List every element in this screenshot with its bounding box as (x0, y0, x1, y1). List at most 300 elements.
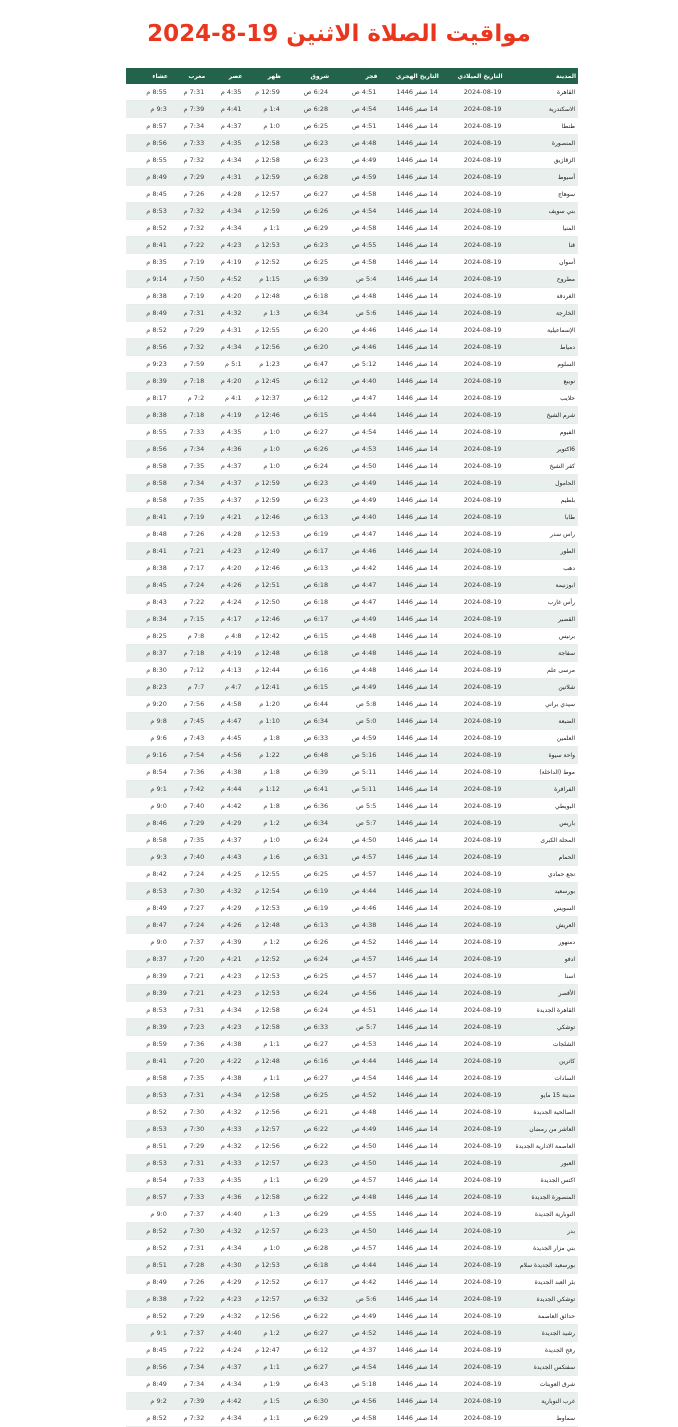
asr-cell: 4:34 م (207, 203, 244, 220)
maghrib-column-header: مغرب (170, 68, 207, 84)
isha-cell: 9:3 م (126, 101, 170, 118)
maghrib-cell: 7:19 م (170, 288, 207, 305)
sunrise-cell: 6:43 ص (283, 1376, 331, 1393)
maghrib-cell: 7:33 م (170, 1189, 207, 1206)
asr-cell: 4:45 م (207, 730, 244, 747)
dhuhr-cell: 12:58 م (245, 135, 283, 152)
sunrise-cell: 6:15 ص (283, 679, 331, 696)
fajr-cell: 5:11 ص (331, 764, 379, 781)
table-row (126, 1104, 578, 1121)
hijri-date-cell: 14 صفر 1446 (379, 186, 440, 203)
table-row (126, 1053, 578, 1070)
gregorian-date-cell: 2024-08-19 (441, 917, 505, 934)
isha-cell: 8:54 م (126, 764, 170, 781)
isha-column-header: عشاء (126, 68, 170, 84)
sunrise-cell: 6:12 ص (283, 373, 331, 390)
asr-cell: 4:37 م (207, 832, 244, 849)
hijri-date-cell: 14 صفر 1446 (379, 628, 440, 645)
isha-cell: 8:52 م (126, 322, 170, 339)
gregorian-date-cell: 2024-08-19 (441, 118, 505, 135)
gregorian-date-cell: 2024-08-19 (441, 424, 505, 441)
maghrib-cell: 7:15 م (170, 611, 207, 628)
fajr-cell: 4:37 ص (331, 1342, 379, 1359)
asr-cell: 5:1 م (207, 356, 244, 373)
sunrise-cell: 6:48 ص (283, 747, 331, 764)
gregorian-date-cell: 2024-08-19 (441, 662, 505, 679)
sunrise-cell: 6:19 ص (283, 883, 331, 900)
city-cell: دمنهور (505, 934, 579, 951)
sunrise-cell: 6:23 ص (283, 1223, 331, 1240)
hijri-date-cell: 14 صفر 1446 (379, 1002, 440, 1019)
maghrib-cell: 7:37 م (170, 934, 207, 951)
hijri-date-cell: 14 صفر 1446 (379, 951, 440, 968)
table-row (126, 747, 578, 764)
gregorian-date-cell: 2024-08-19 (441, 543, 505, 560)
sunrise-cell: 6:23 ص (283, 135, 331, 152)
fajr-cell: 4:58 ص (331, 254, 379, 271)
maghrib-cell: 7:22 م (170, 594, 207, 611)
city-cell: المنيا (505, 220, 579, 237)
sunrise-cell: 6:26 ص (283, 934, 331, 951)
sunrise-cell: 6:29 ص (283, 1172, 331, 1189)
fajr-cell: 4:54 ص (331, 1070, 379, 1087)
maghrib-cell: 7:32 م (170, 203, 207, 220)
sunrise-cell: 6:27 ص (283, 1325, 331, 1342)
maghrib-cell: 7:59 م (170, 356, 207, 373)
fajr-cell: 4:55 ص (331, 1206, 379, 1223)
asr-cell: 4:32 م (207, 1138, 244, 1155)
dhuhr-cell: 12:53 م (245, 985, 283, 1002)
maghrib-cell: 7:42 م (170, 781, 207, 798)
maghrib-cell: 7:33 م (170, 1172, 207, 1189)
isha-cell: 8:41 م (126, 509, 170, 526)
fajr-cell: 4:52 ص (331, 1087, 379, 1104)
city-cell: أسوان (505, 254, 579, 271)
isha-cell: 8:42 م (126, 866, 170, 883)
hijri-date-cell: 14 صفر 1446 (379, 1104, 440, 1121)
table-row (126, 968, 578, 985)
dhuhr-cell: 12:59 م (245, 475, 283, 492)
city-cell: الحامول (505, 475, 579, 492)
gregorian-date-cell: 2024-08-19 (441, 84, 505, 101)
hijri-date-cell: 14 صفر 1446 (379, 730, 440, 747)
fajr-cell: 4:51 ص (331, 1002, 379, 1019)
hijri-date-cell: 14 صفر 1446 (379, 305, 440, 322)
dhuhr-cell: 1:10 م (245, 713, 283, 730)
asr-cell: 4:32 م (207, 1223, 244, 1240)
city-cell: الفرافرة (505, 781, 579, 798)
hijri-date-cell: 14 صفر 1446 (379, 288, 440, 305)
asr-cell: 4:37 م (207, 118, 244, 135)
sunrise-cell: 6:26 ص (283, 203, 331, 220)
hijri-date-cell: 14 صفر 1446 (379, 849, 440, 866)
asr-cell: 4:35 م (207, 1172, 244, 1189)
fajr-cell: 5:16 ص (331, 747, 379, 764)
gregorian-date-cell: 2024-08-19 (441, 696, 505, 713)
isha-cell: 8:58 م (126, 475, 170, 492)
asr-cell: 4:19 م (207, 407, 244, 424)
maghrib-cell: 7:24 م (170, 866, 207, 883)
table-row (126, 662, 578, 679)
hijri-date-cell: 14 صفر 1446 (379, 866, 440, 883)
hijri-date-cell: 14 صفر 1446 (379, 1240, 440, 1257)
fajr-cell: 4:46 ص (331, 322, 379, 339)
gregorian-date-cell: 2024-08-19 (441, 883, 505, 900)
fajr-cell: 4:38 ص (331, 917, 379, 934)
hijri-date-cell: 14 صفر 1446 (379, 407, 440, 424)
asr-cell: 4:32 م (207, 1104, 244, 1121)
table-row (126, 322, 578, 339)
gregorian-date-cell: 2024-08-19 (441, 781, 505, 798)
fajr-cell: 4:42 ص (331, 560, 379, 577)
hijri-date-cell: 14 صفر 1446 (379, 781, 440, 798)
hijri-date-cell: 14 صفر 1446 (379, 492, 440, 509)
fajr-cell: 4:40 ص (331, 373, 379, 390)
table-row (126, 883, 578, 900)
maghrib-cell: 7:31 م (170, 1002, 207, 1019)
sunrise-cell: 6:25 ص (283, 254, 331, 271)
hijri-date-cell: 14 صفر 1446 (379, 1172, 440, 1189)
maghrib-cell: 7:31 م (170, 1240, 207, 1257)
dhuhr-cell: 12:48 م (245, 645, 283, 662)
maghrib-cell: 7:32 م (170, 1410, 207, 1427)
dhuhr-cell: 12:48 م (245, 1053, 283, 1070)
table-row (126, 356, 578, 373)
maghrib-cell: 7:27 م (170, 900, 207, 917)
gregorian-date-cell: 2024-08-19 (441, 1104, 505, 1121)
sunrise-cell: 6:27 ص (283, 1070, 331, 1087)
table-row (126, 1172, 578, 1189)
maghrib-cell: 7:31 م (170, 1155, 207, 1172)
table-row (126, 917, 578, 934)
gregorian-date-cell: 2024-08-19 (441, 1359, 505, 1376)
city-cell: شرق العوينات (505, 1376, 579, 1393)
table-row (126, 1002, 578, 1019)
fajr-cell: 4:44 ص (331, 1053, 379, 1070)
city-cell: دمياط (505, 339, 579, 356)
fajr-cell: 4:40 ص (331, 509, 379, 526)
table-row (126, 1274, 578, 1291)
sunrise-cell: 6:25 ص (283, 118, 331, 135)
dhuhr-cell: 12:55 م (245, 322, 283, 339)
table-row (126, 1410, 578, 1427)
gregorian-date-cell: 2024-08-19 (441, 492, 505, 509)
isha-cell: 8:39 م (126, 985, 170, 1002)
sunrise-cell: 6:19 ص (283, 900, 331, 917)
maghrib-cell: 7:22 م (170, 237, 207, 254)
gregorian-date-cell: 2024-08-19 (441, 747, 505, 764)
sunrise-cell: 6:22 ص (283, 1138, 331, 1155)
dhuhr-cell: 12:53 م (245, 237, 283, 254)
hijri-date-cell: 14 صفر 1446 (379, 645, 440, 662)
gregorian-date-cell: 2024-08-19 (441, 764, 505, 781)
table-row (126, 1019, 578, 1036)
hijri-date-cell: 14 صفر 1446 (379, 577, 440, 594)
dhuhr-cell: 1:8 م (245, 764, 283, 781)
sunrise-cell: 6:24 ص (283, 84, 331, 101)
asr-cell: 4:28 م (207, 526, 244, 543)
asr-cell: 4:34 م (207, 1002, 244, 1019)
fajr-cell: 4:50 ص (331, 458, 379, 475)
isha-cell: 9:20 م (126, 696, 170, 713)
sunrise-cell: 6:28 ص (283, 169, 331, 186)
dhuhr-cell: 12:58 م (245, 1002, 283, 1019)
city-cell: كفر الشيخ (505, 458, 579, 475)
sunrise-cell: 6:33 ص (283, 1019, 331, 1036)
isha-cell: 8:52 م (126, 1104, 170, 1121)
dhuhr-cell: 12:57 م (245, 186, 283, 203)
fajr-cell: 4:49 ص (331, 152, 379, 169)
isha-cell: 8:58 م (126, 832, 170, 849)
asr-cell: 4:29 م (207, 900, 244, 917)
isha-cell: 8:53 م (126, 883, 170, 900)
gregorian-date-column-header: التاريخ الميلادي (441, 68, 505, 84)
maghrib-cell: 7:21 م (170, 968, 207, 985)
hijri-date-cell: 14 صفر 1446 (379, 441, 440, 458)
fajr-cell: 4:50 ص (331, 1155, 379, 1172)
hijri-date-cell: 14 صفر 1446 (379, 832, 440, 849)
asr-cell: 4:34 م (207, 152, 244, 169)
dhuhr-cell: 12:52 م (245, 1274, 283, 1291)
hijri-date-cell: 14 صفر 1446 (379, 526, 440, 543)
gregorian-date-cell: 2024-08-19 (441, 458, 505, 475)
city-cell: أسيوط (505, 169, 579, 186)
hijri-date-cell: 14 صفر 1446 (379, 1070, 440, 1087)
asr-cell: 4:24 م (207, 1342, 244, 1359)
city-cell: بورسعيد الجديدة سلام (505, 1257, 579, 1274)
gregorian-date-cell: 2024-08-19 (441, 560, 505, 577)
hijri-date-cell: 14 صفر 1446 (379, 356, 440, 373)
city-cell: القاهرة (505, 84, 579, 101)
gregorian-date-cell: 2024-08-19 (441, 713, 505, 730)
hijri-date-cell: 14 صفر 1446 (379, 1053, 440, 1070)
isha-cell: 8:41 م (126, 543, 170, 560)
table-row (126, 1342, 578, 1359)
sunrise-cell: 6:13 ص (283, 917, 331, 934)
sunrise-cell: 6:33 ص (283, 730, 331, 747)
sunrise-cell: 6:28 ص (283, 101, 331, 118)
asr-cell: 4:36 م (207, 441, 244, 458)
dhuhr-cell: 12:55 م (245, 866, 283, 883)
isha-cell: 8:45 م (126, 186, 170, 203)
table-row (126, 1376, 578, 1393)
fajr-cell: 5:6 ص (331, 1291, 379, 1308)
hijri-date-cell: 14 صفر 1446 (379, 1019, 440, 1036)
table-row (126, 560, 578, 577)
gregorian-date-cell: 2024-08-19 (441, 271, 505, 288)
fajr-cell: 4:47 ص (331, 577, 379, 594)
sunrise-cell: 6:13 ص (283, 560, 331, 577)
maghrib-cell: 7:39 م (170, 1393, 207, 1410)
maghrib-cell: 7:29 م (170, 1138, 207, 1155)
asr-cell: 4:13 م (207, 662, 244, 679)
isha-cell: 8:58 م (126, 458, 170, 475)
isha-cell: 8:23 م (126, 679, 170, 696)
dhuhr-cell: 12:48 م (245, 288, 283, 305)
hijri-date-cell: 14 صفر 1446 (379, 1359, 440, 1376)
maghrib-cell: 7:50 م (170, 271, 207, 288)
isha-cell: 8:49 م (126, 1274, 170, 1291)
table-row (126, 169, 578, 186)
asr-cell: 4:21 م (207, 509, 244, 526)
asr-cell: 4:28 م (207, 186, 244, 203)
maghrib-cell: 7:30 م (170, 1104, 207, 1121)
maghrib-cell: 7:31 م (170, 1087, 207, 1104)
asr-cell: 4:26 م (207, 577, 244, 594)
table-header (126, 68, 578, 84)
fajr-cell: 4:50 ص (331, 1138, 379, 1155)
fajr-cell: 4:54 ص (331, 424, 379, 441)
city-cell: غرب النوبارية (505, 1393, 579, 1410)
asr-cell: 4:36 م (207, 1189, 244, 1206)
dhuhr-cell: 12:48 م (245, 917, 283, 934)
table-row (126, 1070, 578, 1087)
city-cell: ادفو (505, 951, 579, 968)
table-row (126, 203, 578, 220)
table-row (126, 1291, 578, 1308)
isha-cell: 8:38 م (126, 288, 170, 305)
gregorian-date-cell: 2024-08-19 (441, 849, 505, 866)
city-cell: نجع حمادي (505, 866, 579, 883)
maghrib-cell: 7:31 م (170, 84, 207, 101)
city-cell: موط (الداخلة) (505, 764, 579, 781)
city-cell: توشكي الجديدة (505, 1291, 579, 1308)
table-row (126, 764, 578, 781)
isha-cell: 8:52 م (126, 220, 170, 237)
fajr-cell: 5:5 ص (331, 798, 379, 815)
table-row (126, 305, 578, 322)
asr-cell: 4:34 م (207, 1410, 244, 1427)
sunrise-cell: 6:27 ص (283, 1359, 331, 1376)
maghrib-cell: 7:43 م (170, 730, 207, 747)
maghrib-cell: 7:40 م (170, 849, 207, 866)
isha-cell: 8:56 م (126, 1359, 170, 1376)
asr-cell: 4:32 م (207, 883, 244, 900)
sunrise-cell: 6:27 ص (283, 1036, 331, 1053)
asr-cell: 4:58 م (207, 696, 244, 713)
isha-cell: 8:52 م (126, 1240, 170, 1257)
isha-cell: 8:57 م (126, 1189, 170, 1206)
dhuhr-cell: 12:56 م (245, 1104, 283, 1121)
gregorian-date-cell: 2024-08-19 (441, 951, 505, 968)
isha-cell: 8:37 م (126, 951, 170, 968)
fajr-cell: 4:55 ص (331, 237, 379, 254)
isha-cell: 8:55 م (126, 424, 170, 441)
asr-cell: 4:38 م (207, 764, 244, 781)
hijri-date-cell: 14 صفر 1446 (379, 118, 440, 135)
gregorian-date-cell: 2024-08-19 (441, 186, 505, 203)
sunrise-cell: 6:18 ص (283, 1257, 331, 1274)
hijri-date-cell: 14 صفر 1446 (379, 220, 440, 237)
fajr-cell: 4:44 ص (331, 883, 379, 900)
isha-cell: 8:53 م (126, 1002, 170, 1019)
isha-cell: 8:41 م (126, 1053, 170, 1070)
city-cell: رأس غارب (505, 594, 579, 611)
fajr-cell: 4:51 ص (331, 84, 379, 101)
isha-cell: 9:23 م (126, 356, 170, 373)
hijri-date-cell: 14 صفر 1446 (379, 1342, 440, 1359)
fajr-cell: 4:56 ص (331, 985, 379, 1002)
fajr-cell: 4:57 ص (331, 951, 379, 968)
sunrise-cell: 6:24 ص (283, 951, 331, 968)
fajr-cell: 5:18 ص (331, 1376, 379, 1393)
table-row (126, 101, 578, 118)
fajr-cell: 4:52 ص (331, 1325, 379, 1342)
fajr-cell: 4:46 ص (331, 543, 379, 560)
dhuhr-cell: 1:1 م (245, 1070, 283, 1087)
dhuhr-cell: 12:56 م (245, 339, 283, 356)
table-row (126, 696, 578, 713)
gregorian-date-cell: 2024-08-19 (441, 1172, 505, 1189)
dhuhr-cell: 12:56 م (245, 1138, 283, 1155)
city-cell: باريس (505, 815, 579, 832)
maghrib-cell: 7:29 م (170, 1308, 207, 1325)
sunrise-cell: 6:27 ص (283, 186, 331, 203)
dhuhr-cell: 12:45 م (245, 373, 283, 390)
fajr-cell: 4:50 ص (331, 1223, 379, 1240)
maghrib-cell: 7:26 م (170, 186, 207, 203)
gregorian-date-cell: 2024-08-19 (441, 407, 505, 424)
sunrise-cell: 6:24 ص (283, 832, 331, 849)
table-row (126, 951, 578, 968)
gregorian-date-cell: 2024-08-19 (441, 1138, 505, 1155)
hijri-date-cell: 14 صفر 1446 (379, 237, 440, 254)
sunrise-cell: 6:24 ص (283, 985, 331, 1002)
dhuhr-cell: 12:44 م (245, 662, 283, 679)
maghrib-cell: 7:33 م (170, 424, 207, 441)
hijri-date-cell: 14 صفر 1446 (379, 509, 440, 526)
hijri-date-cell: 14 صفر 1446 (379, 271, 440, 288)
isha-cell: 8:59 م (126, 1036, 170, 1053)
asr-cell: 4:23 م (207, 543, 244, 560)
city-cell: رشيد الجديدة (505, 1325, 579, 1342)
sunrise-cell: 6:36 ص (283, 798, 331, 815)
isha-cell: 8:49 م (126, 1376, 170, 1393)
asr-cell: 4:24 م (207, 594, 244, 611)
isha-cell: 8:56 م (126, 339, 170, 356)
hijri-date-cell: 14 صفر 1446 (379, 424, 440, 441)
asr-cell: 4:23 م (207, 985, 244, 1002)
maghrib-cell: 7:22 م (170, 1291, 207, 1308)
fajr-cell: 4:58 ص (331, 1410, 379, 1427)
dhuhr-cell: 12:46 م (245, 560, 283, 577)
fajr-cell: 4:51 ص (331, 118, 379, 135)
maghrib-cell: 7:34 م (170, 475, 207, 492)
table-row (126, 1240, 578, 1257)
gregorian-date-cell: 2024-08-19 (441, 169, 505, 186)
isha-cell: 8:34 م (126, 611, 170, 628)
isha-cell: 8:58 م (126, 1070, 170, 1087)
city-cell: العريش (505, 917, 579, 934)
dhuhr-cell: 1:1 م (245, 1172, 283, 1189)
sunrise-cell: 6:25 ص (283, 968, 331, 985)
fajr-cell: 4:57 ص (331, 1172, 379, 1189)
asr-cell: 4:23 م (207, 1291, 244, 1308)
city-cell: سوهاج (505, 186, 579, 203)
sunrise-cell: 6:47 ص (283, 356, 331, 373)
sunrise-cell: 6:15 ص (283, 407, 331, 424)
hijri-date-cell: 14 صفر 1446 (379, 339, 440, 356)
isha-cell: 8:25 م (126, 628, 170, 645)
isha-cell: 8:41 م (126, 237, 170, 254)
city-cell: السلوم (505, 356, 579, 373)
city-cell: اكتس الجديدة (505, 1172, 579, 1189)
gregorian-date-cell: 2024-08-19 (441, 679, 505, 696)
table-row (126, 679, 578, 696)
fajr-cell: 4:56 ص (331, 1393, 379, 1410)
fajr-cell: 4:44 ص (331, 407, 379, 424)
asr-cell: 4:30 م (207, 1257, 244, 1274)
